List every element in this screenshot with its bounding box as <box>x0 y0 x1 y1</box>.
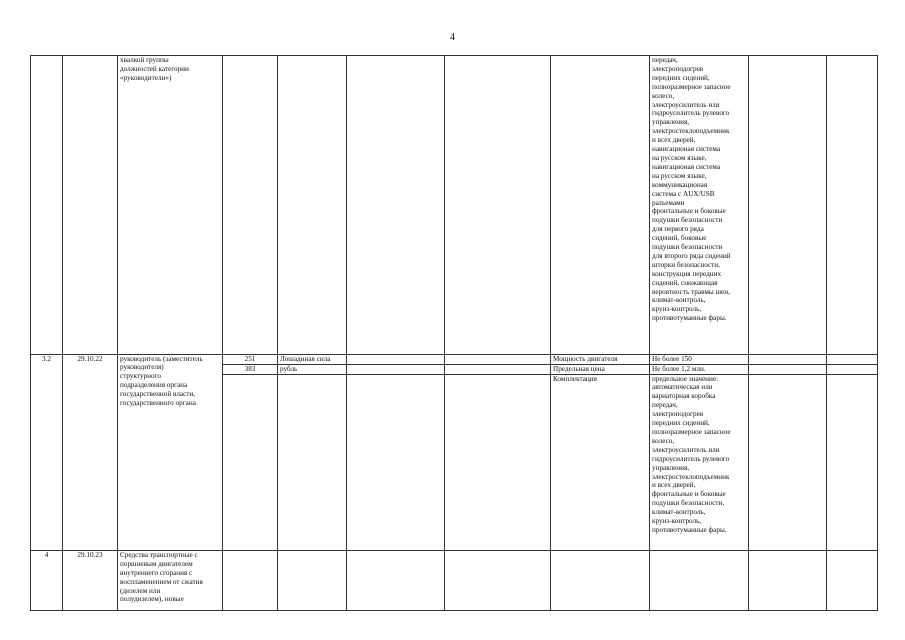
cell-value: Не более 150 <box>650 354 749 364</box>
cell-unit-name: Лошадиная сила <box>278 354 347 364</box>
cell-unit-code <box>223 56 278 355</box>
cell-characteristic <box>551 56 650 355</box>
cell-unit-code <box>223 374 278 550</box>
cell-code: 29.10.22 <box>63 354 118 550</box>
cell-value: передач, электроподогрев передних сидений, полноразмерное запасное колесо, электроусилитель или гидроусилитель рулевого управления, электростеклоподъемник и всех дверей, навигационая система на русском языке, навигационая система на русском языке, коммуникационая система с AUX/USB разъемами фронтальные и боковые подушки безопасности для первого ряда сидений, боковые подушки безопасности для второго ряда сидений шторки безопасности, конструкция передних сидений, снижающая вероятность травмы шеи, климат-контроль, круиз-контроль, противотуманные фары. <box>650 56 749 355</box>
cell-unit-code <box>223 550 278 610</box>
cell-empty <box>347 550 445 610</box>
cell-unit-name <box>278 374 347 550</box>
cell-characteristic: Мощность двигателя <box>551 354 650 364</box>
cell-empty <box>347 354 445 364</box>
cell-empty <box>347 56 445 355</box>
page-number: 4 <box>450 32 455 43</box>
cell-unit-code: 383 <box>223 364 278 374</box>
cell-unit-name <box>278 550 347 610</box>
cell-empty <box>445 374 551 550</box>
table-row <box>31 550 878 610</box>
cell-empty <box>827 374 878 550</box>
cell-empty <box>827 364 878 374</box>
cell-unit-name: рубль <box>278 364 347 374</box>
cell-characteristic <box>551 550 650 610</box>
cell-empty <box>827 354 878 364</box>
cell-empty <box>749 364 827 374</box>
cell-position-category: Средства транспортные с поршневым двигателем внутреннего сгорания с воспламенением от сжатия (дизелем или полудизелем), новые <box>118 550 223 610</box>
requirements-table <box>30 55 878 611</box>
cell-characteristic: Предельная цена <box>551 364 650 374</box>
table-row <box>31 56 878 355</box>
cell-empty <box>749 56 827 355</box>
cell-empty <box>445 550 551 610</box>
cell-code: 29.10.23 <box>63 550 118 610</box>
cell-empty <box>749 354 827 364</box>
cell-empty <box>827 550 878 610</box>
cell-unit-name <box>278 56 347 355</box>
cell-empty <box>347 374 445 550</box>
cell-value: предельное значение: автоматическая или вариаторная коробка передач, электроподогрев передних сидений, полноразмерное запасное колесо, электроусилитель или гидроусилитель рулевого управления, электростеклоподъемник и всех дверей, фронтальные и боковые подушки безопасности, климат-контроль, круиз-контроль, противотуманные фары. <box>650 374 749 550</box>
cell-empty <box>445 56 551 355</box>
cell-position-category: хвалкой группы должностей категории «руководители») <box>118 56 223 355</box>
cell-empty <box>749 550 827 610</box>
cell-characteristic: Комплектация <box>551 374 650 550</box>
cell-position-category: руководитель (заместитель руководителя) структурного подразделения органа государственной власти, государственного органа <box>118 354 223 550</box>
cell-value <box>650 550 749 610</box>
cell-empty <box>749 374 827 550</box>
cell-empty <box>347 364 445 374</box>
table-row <box>31 354 878 364</box>
cell-empty <box>445 354 551 364</box>
cell-code <box>63 56 118 355</box>
cell-value: Не более 1,2 млн. <box>650 364 749 374</box>
cell-num <box>31 56 63 355</box>
cell-num: 3.2 <box>31 354 63 550</box>
cell-empty <box>827 56 878 355</box>
cell-empty <box>445 364 551 374</box>
cell-num: 4 <box>31 550 63 610</box>
cell-unit-code: 251 <box>223 354 278 364</box>
